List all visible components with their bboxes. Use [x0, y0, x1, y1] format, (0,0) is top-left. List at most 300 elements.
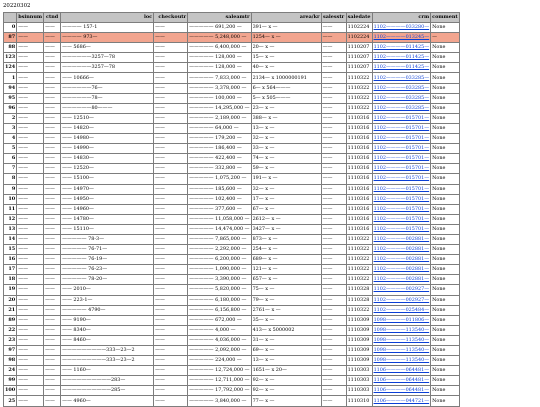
cell-saledate: 1110322	[346, 234, 372, 244]
cell-salesstr: ——	[321, 184, 346, 194]
cell-saleamtr: ————— 14,474,000 —	[188, 224, 251, 234]
table-row[interactable]	[4, 376, 460, 386]
cell-ctnd: ——	[44, 376, 61, 386]
cell-loc: —— 10666—	[61, 73, 154, 83]
table-row[interactable]	[4, 73, 460, 83]
cell-area-kr: 67— x —	[251, 204, 321, 214]
cell-saleamtr: ————— 17,792,000 —	[188, 386, 251, 396]
cell-crm[interactable]: 1098————113540—	[372, 346, 431, 356]
cell-area-kr: 40— x —	[251, 63, 321, 73]
cell-crm[interactable]: 1102————011425—	[372, 63, 431, 73]
cell-checkoutr: ——	[154, 154, 188, 164]
cell-index: 95	[4, 93, 17, 103]
cell-crm[interactable]: 1102————033285—	[372, 73, 431, 83]
cell-loc: —— 14820—	[61, 123, 154, 133]
column-header-saleamtr[interactable]: saleamtr	[188, 13, 251, 23]
cell-crm[interactable]: 1098————113540—	[372, 325, 431, 335]
cell-saleamtr: ————— 2,189,000 —	[188, 113, 251, 123]
cell-crm[interactable]: 1098————113540—	[372, 356, 431, 366]
cell-index: 19	[4, 285, 17, 295]
table-row[interactable]	[4, 295, 460, 305]
cell-comment: None	[431, 123, 460, 133]
cell-ctnd: ——	[44, 214, 61, 224]
cell-ctnd: ——	[44, 23, 61, 33]
cell-comment: None	[431, 386, 460, 396]
cell-bsinnum: ——	[17, 53, 44, 63]
cell-ctnd: ——	[44, 53, 61, 63]
cell-crm[interactable]: 1098————011806—	[372, 315, 431, 325]
cell-comment: None	[431, 103, 460, 113]
cell-ctnd: ——	[44, 386, 61, 396]
cell-saledate: 1110322	[346, 83, 372, 93]
cell-area-kr: 2134— x 1000000191	[251, 73, 321, 83]
cell-salesstr: ——	[321, 245, 346, 255]
cell-loc: —— 8340—	[61, 325, 154, 335]
cell-loc: —— 8460—	[61, 335, 154, 345]
cell-saledate: 1110328	[346, 295, 372, 305]
cell-index: 20	[4, 295, 17, 305]
cell-saledate: 1110303	[346, 386, 372, 396]
cell-salesstr: ——	[321, 113, 346, 123]
cell-area-kr: 6— x 564———	[251, 83, 321, 93]
table-row[interactable]	[4, 174, 460, 184]
cell-loc: —— 14950—	[61, 194, 154, 204]
cell-salesstr: ——	[321, 325, 346, 335]
table-row[interactable]	[4, 43, 460, 53]
cell-bsinnum: ——	[17, 325, 44, 335]
cell-saledate: 1110207	[346, 53, 372, 63]
cell-salesstr: ——	[321, 204, 346, 214]
cell-checkoutr: ——	[154, 123, 188, 133]
cell-ctnd: ——	[44, 73, 61, 83]
cell-loc: —— 14830—	[61, 154, 154, 164]
cell-comment: None	[431, 346, 460, 356]
cell-checkoutr: ——	[154, 255, 188, 265]
cell-loc: —— 4960—	[61, 396, 154, 406]
cell-ctnd: ——	[44, 144, 61, 154]
cell-index: 11	[4, 204, 17, 214]
cell-bsinnum: ——	[17, 184, 44, 194]
cell-crm[interactable]: 1098————113540—	[372, 335, 431, 345]
cell-checkoutr: ——	[154, 174, 188, 184]
cell-salesstr: ——	[321, 144, 346, 154]
cell-crm[interactable]: 1102————002881—	[372, 275, 431, 285]
cell-checkoutr: ——	[154, 376, 188, 386]
cell-crm[interactable]: 1102————002881—	[372, 265, 431, 275]
cell-bsinnum: ——	[17, 204, 44, 214]
cell-area-kr: 2612— x —	[251, 214, 321, 224]
cell-bsinnum: ——	[17, 23, 44, 33]
cell-loc: ——————————283—	[61, 376, 154, 386]
cell-crm[interactable]: 1102————011425—	[372, 53, 431, 63]
column-header-crm[interactable]: crm	[372, 13, 431, 23]
cell-area-kr: 92— x —	[251, 376, 321, 386]
cell-loc: ————— 4790—	[61, 305, 154, 315]
cell-area-kr: 35— x —	[251, 315, 321, 325]
cell-crm[interactable]: 1102————033285—	[372, 103, 431, 113]
cell-saleamtr: ————— 6,200,000 —	[188, 255, 251, 265]
column-header-comment[interactable]: comment	[431, 13, 460, 23]
cell-saleamtr: ————— 6,156,800 —	[188, 305, 251, 315]
cell-saledate: 1110316	[346, 123, 372, 133]
cell-ctnd: ——	[44, 356, 61, 366]
cell-comment: None	[431, 376, 460, 386]
table-row[interactable]	[4, 285, 460, 295]
cell-saledate: 1110316	[346, 184, 372, 194]
table-row[interactable]	[4, 33, 460, 43]
cell-index: 22	[4, 325, 17, 335]
cell-loc: —————————333—23—2	[61, 356, 154, 366]
cell-saleamtr: ————— 5,248,000 —	[188, 33, 251, 43]
column-header-loc[interactable]: loc	[61, 13, 154, 23]
cell-salesstr: ——	[321, 305, 346, 315]
cell-checkoutr: ——	[154, 194, 188, 204]
cell-saledate: 1110303	[346, 376, 372, 386]
cell-saleamtr: ————— 2,092,000 —	[188, 346, 251, 356]
cell-checkoutr: ——	[154, 234, 188, 244]
cell-loc: —— 9190—	[61, 315, 154, 325]
cell-ctnd: ——	[44, 134, 61, 144]
cell-ctnd: ——	[44, 123, 61, 133]
table-row[interactable]	[4, 23, 460, 33]
table-row[interactable]	[4, 113, 460, 123]
table-header	[4, 13, 460, 23]
cell-loc: —— 12510—	[61, 113, 154, 123]
table-row[interactable]	[4, 214, 460, 224]
cell-saledate: 1110322	[346, 93, 372, 103]
cell-crm[interactable]: 1102————002881—	[372, 255, 431, 265]
cell-saleamtr: ————— 3,840,000 —	[188, 396, 251, 406]
cell-checkoutr: ——	[154, 275, 188, 285]
table-row[interactable]	[4, 93, 460, 103]
cell-salesstr: ——	[321, 346, 346, 356]
cell-salesstr: ——	[321, 83, 346, 93]
cell-crm[interactable]: 1106————064481—	[372, 366, 431, 376]
column-header-ctnd[interactable]: ctnd	[44, 13, 61, 23]
cell-crm[interactable]: 1102————015701—	[372, 184, 431, 194]
cell-comment: None	[431, 315, 460, 325]
table-row[interactable]	[4, 53, 460, 63]
cell-loc: ————— 76-71—	[61, 245, 154, 255]
cell-crm[interactable]: 1102————015701—	[372, 154, 431, 164]
cell-salesstr: ——	[321, 255, 346, 265]
cell-crm[interactable]: 1102————015701—	[372, 164, 431, 174]
cell-loc: ——————3257—78	[61, 53, 154, 63]
cell-loc: ————— 76-19—	[61, 255, 154, 265]
cell-saledate: 1110309	[346, 335, 372, 345]
cell-saledate: 1110322	[346, 245, 372, 255]
cell-crm[interactable]: 1106————064481—	[372, 376, 431, 386]
cell-bsinnum: ——	[17, 295, 44, 305]
cell-comment: None	[431, 174, 460, 184]
table-row[interactable]	[4, 305, 460, 315]
cell-bsinnum: ——	[17, 376, 44, 386]
cell-index: 87	[4, 33, 17, 43]
cell-crm[interactable]: 1102————015701—	[372, 113, 431, 123]
table-row[interactable]	[4, 265, 460, 275]
cell-index: 25	[4, 396, 17, 406]
cell-loc: ——————3257—78	[61, 63, 154, 73]
cell-ctnd: ——	[44, 234, 61, 244]
cell-area-kr: 13— x —	[251, 123, 321, 133]
cell-saledate: 1110309	[346, 346, 372, 356]
cell-saledate: 1110207	[346, 43, 372, 53]
table-row[interactable]	[4, 245, 460, 255]
cell-saleamtr: ————— 4,000 —	[188, 325, 251, 335]
cell-saledate: 1110310	[346, 396, 372, 406]
cell-crm[interactable]: 1102————011425—	[372, 43, 431, 53]
cell-salesstr: ——	[321, 265, 346, 275]
cell-salesstr: ——	[321, 53, 346, 63]
column-header-saledate[interactable]: saledate	[346, 13, 372, 23]
table-row[interactable]	[4, 63, 460, 73]
cell-crm[interactable]: 1102————002881—	[372, 245, 431, 255]
table-row[interactable]	[4, 184, 460, 194]
cell-saleamtr: ————— 422,400 —	[188, 154, 251, 164]
column-header-checkoutr[interactable]: checkoutr	[154, 13, 188, 23]
table-row[interactable]	[4, 83, 460, 93]
table-row[interactable]	[4, 103, 460, 113]
cell-checkoutr: ——	[154, 285, 188, 295]
cell-area-kr: 15— x —	[251, 53, 321, 63]
cell-bsinnum: ——	[17, 174, 44, 184]
cell-area-kr: 31— x —	[251, 335, 321, 345]
cell-crm[interactable]: 1102————002881—	[372, 234, 431, 244]
cell-loc: ———— 973—	[61, 33, 154, 43]
cell-ctnd: ——	[44, 255, 61, 265]
cell-saleamtr: ————— 5,820,000 —	[188, 285, 251, 295]
cell-checkoutr: ——	[154, 63, 188, 73]
cell-comment: None	[431, 356, 460, 366]
cell-index: 0	[4, 23, 17, 33]
cell-crm[interactable]: 1102————013245—	[372, 33, 431, 43]
cell-index: 99	[4, 376, 17, 386]
cell-index: 12	[4, 214, 17, 224]
table-row[interactable]	[4, 134, 460, 144]
cell-area-kr: 13— x —	[251, 356, 321, 366]
cell-checkoutr: ——	[154, 43, 188, 53]
cell-comment: None	[431, 53, 460, 63]
cell-checkoutr: ——	[154, 103, 188, 113]
cell-salesstr: ——	[321, 285, 346, 295]
cell-ctnd: ——	[44, 265, 61, 275]
cell-saleamtr: ————— 6,180,000 —	[188, 295, 251, 305]
cell-area-kr: 413— x 5000002	[251, 325, 321, 335]
cell-checkoutr: ——	[154, 214, 188, 224]
cell-saledate: 1110322	[346, 103, 372, 113]
cell-loc: ————— 78-3—	[61, 234, 154, 244]
cell-loc: ————— 78-20—	[61, 275, 154, 285]
cell-crm[interactable]: 1102————015701—	[372, 123, 431, 133]
cell-crm[interactable]: 1102————015701—	[372, 224, 431, 234]
cell-area-kr: 74— x —	[251, 154, 321, 164]
cell-crm[interactable]: 1102————015701—	[372, 204, 431, 214]
cell-bsinnum: ——	[17, 356, 44, 366]
cell-checkoutr: ——	[154, 73, 188, 83]
cell-saleamtr: ————— 128,000 —	[188, 53, 251, 63]
column-header-area-kr[interactable]: area/kr	[251, 13, 321, 23]
table-row[interactable]	[4, 275, 460, 285]
table-row[interactable]	[4, 386, 460, 396]
cell-bsinnum: ——	[17, 73, 44, 83]
cell-checkoutr: ——	[154, 265, 188, 275]
cell-area-kr: 75— x —	[251, 285, 321, 295]
cell-crm[interactable]: 1102————033285—	[372, 93, 431, 103]
table-row[interactable]	[4, 356, 460, 366]
cell-comment: None	[431, 93, 460, 103]
table-row[interactable]	[4, 366, 460, 376]
cell-index: 15	[4, 245, 17, 255]
cell-loc: —————————333—23—2	[61, 346, 154, 356]
cell-area-kr: 32— x —	[251, 184, 321, 194]
cell-area-kr: 388— x —	[251, 113, 321, 123]
cell-saleamtr: ————— 7,833,000 —	[188, 73, 251, 83]
cell-index: 1	[4, 73, 17, 83]
cell-comment: None	[431, 164, 460, 174]
table-row[interactable]	[4, 164, 460, 174]
cell-comment: None	[431, 154, 460, 164]
cell-crm[interactable]: 1102————002927—	[372, 295, 431, 305]
cell-bsinnum: ——	[17, 305, 44, 315]
cell-bsinnum: ——	[17, 234, 44, 244]
cell-checkoutr: ——	[154, 33, 188, 43]
data-table	[3, 12, 460, 407]
cell-saleamtr: ————— 64,000 —	[188, 123, 251, 133]
cell-comment: None	[431, 305, 460, 315]
cell-saleamtr: ————— 4,036,000 —	[188, 335, 251, 345]
cell-area-kr: 23— x —	[251, 103, 321, 113]
cell-saledate: 1110316	[346, 174, 372, 184]
cell-index: 13	[4, 224, 17, 234]
cell-crm[interactable]: 1102————025484—	[372, 305, 431, 315]
cell-checkoutr: ——	[154, 325, 188, 335]
cell-bsinnum: ——	[17, 93, 44, 103]
cell-saledate: 1110322	[346, 255, 372, 265]
cell-salesstr: ——	[321, 33, 346, 43]
cell-comment: None	[431, 396, 460, 406]
cell-crm[interactable]: 1102————015701—	[372, 134, 431, 144]
cell-crm[interactable]: 1102————015701—	[372, 214, 431, 224]
cell-index: 96	[4, 103, 17, 113]
table-row[interactable]	[4, 204, 460, 214]
cell-area-kr: 121— x —	[251, 265, 321, 275]
cell-checkoutr: ——	[154, 164, 188, 174]
cell-saledate: 1102224	[346, 33, 372, 43]
cell-comment: None	[431, 255, 460, 265]
cell-saleamtr: ————— 185,600 —	[188, 184, 251, 194]
cell-salesstr: ——	[321, 174, 346, 184]
cell-bsinnum: ——	[17, 33, 44, 43]
cell-area-kr: 2761— x —	[251, 305, 321, 315]
table-row[interactable]	[4, 144, 460, 154]
cell-area-kr: 79— x —	[251, 295, 321, 305]
cell-saledate: 1110316	[346, 214, 372, 224]
cell-index: 17	[4, 265, 17, 275]
table-row[interactable]	[4, 123, 460, 133]
cell-loc: —— 14980—	[61, 134, 154, 144]
cell-ctnd: ——	[44, 295, 61, 305]
cell-crm[interactable]: 1102————015701—	[372, 194, 431, 204]
cell-saleamtr: ————— 128,000 —	[188, 63, 251, 73]
cell-saleamtr: ————— 2,292,000 —	[188, 245, 251, 255]
table-row[interactable]	[4, 154, 460, 164]
cell-comment: None	[431, 144, 460, 154]
cell-crm[interactable]: 1102————033280—	[372, 23, 431, 33]
cell-salesstr: ——	[321, 73, 346, 83]
cell-comment: None	[431, 113, 460, 123]
cell-saleamtr: ————— 11,058,000 —	[188, 214, 251, 224]
cell-saledate: 1110316	[346, 164, 372, 174]
cell-comment: None	[431, 234, 460, 244]
table-row[interactable]	[4, 194, 460, 204]
cell-crm[interactable]: 1102————033285—	[372, 83, 431, 93]
cell-bsinnum: ——	[17, 113, 44, 123]
cell-bsinnum: ——	[17, 123, 44, 133]
cell-bsinnum: ——	[17, 396, 44, 406]
cell-loc: —— 2010—	[61, 285, 154, 295]
cell-loc: —— 1160—	[61, 366, 154, 376]
column-header-bsinnum[interactable]: bsinnum	[17, 13, 44, 23]
cell-ctnd: ——	[44, 224, 61, 234]
cell-area-kr: 32— x —	[251, 134, 321, 144]
cell-salesstr: ——	[321, 396, 346, 406]
cell-loc: ——————76—	[61, 83, 154, 93]
cell-loc: —— 15110—	[61, 224, 154, 234]
column-header-salesstr[interactable]: salesstr	[321, 13, 346, 23]
cell-crm[interactable]: 1102————015701—	[372, 144, 431, 154]
table-row[interactable]	[4, 335, 460, 345]
cell-index: 6	[4, 154, 17, 164]
cell-crm[interactable]: 1102————002927—	[372, 285, 431, 295]
cell-saleamtr: ————— 224,000 —	[188, 356, 251, 366]
cell-bsinnum: ——	[17, 255, 44, 265]
cell-saleamtr: ————— 7,865,000 —	[188, 234, 251, 244]
cell-saledate: 1110316	[346, 134, 372, 144]
cell-salesstr: ——	[321, 194, 346, 204]
column-header-index[interactable]	[4, 13, 17, 23]
table-row[interactable]	[4, 255, 460, 265]
cell-index: 14	[4, 234, 17, 244]
cell-ctnd: ——	[44, 83, 61, 93]
cell-index: 123	[4, 53, 17, 63]
table-row[interactable]	[4, 224, 460, 234]
cell-comment: None	[431, 366, 460, 376]
cell-checkoutr: ——	[154, 346, 188, 356]
cell-bsinnum: ——	[17, 134, 44, 144]
table-row[interactable]	[4, 315, 460, 325]
cell-loc: —— 14990—	[61, 144, 154, 154]
cell-index: 18	[4, 275, 17, 285]
cell-crm[interactable]: 1106————044721—	[372, 396, 431, 406]
cell-saledate: 1110309	[346, 356, 372, 366]
cell-comment: None	[431, 23, 460, 33]
cell-crm[interactable]: 1106————064481—	[372, 386, 431, 396]
header-row	[4, 13, 460, 23]
cell-ctnd: ——	[44, 275, 61, 285]
cell-saleamtr: ————— 14,295,000 —	[188, 103, 251, 113]
cell-bsinnum: ——	[17, 386, 44, 396]
cell-crm[interactable]: 1102————015701—	[372, 174, 431, 184]
table-row[interactable]	[4, 234, 460, 244]
table-row[interactable]	[4, 325, 460, 335]
cell-checkoutr: ——	[154, 113, 188, 123]
caption: 20220302	[3, 3, 31, 9]
cell-index: 24	[4, 366, 17, 376]
cell-saleamtr: ————— 691,200 —	[188, 23, 251, 33]
cell-salesstr: ——	[321, 335, 346, 345]
table-row[interactable]	[4, 346, 460, 356]
cell-salesstr: ——	[321, 356, 346, 366]
